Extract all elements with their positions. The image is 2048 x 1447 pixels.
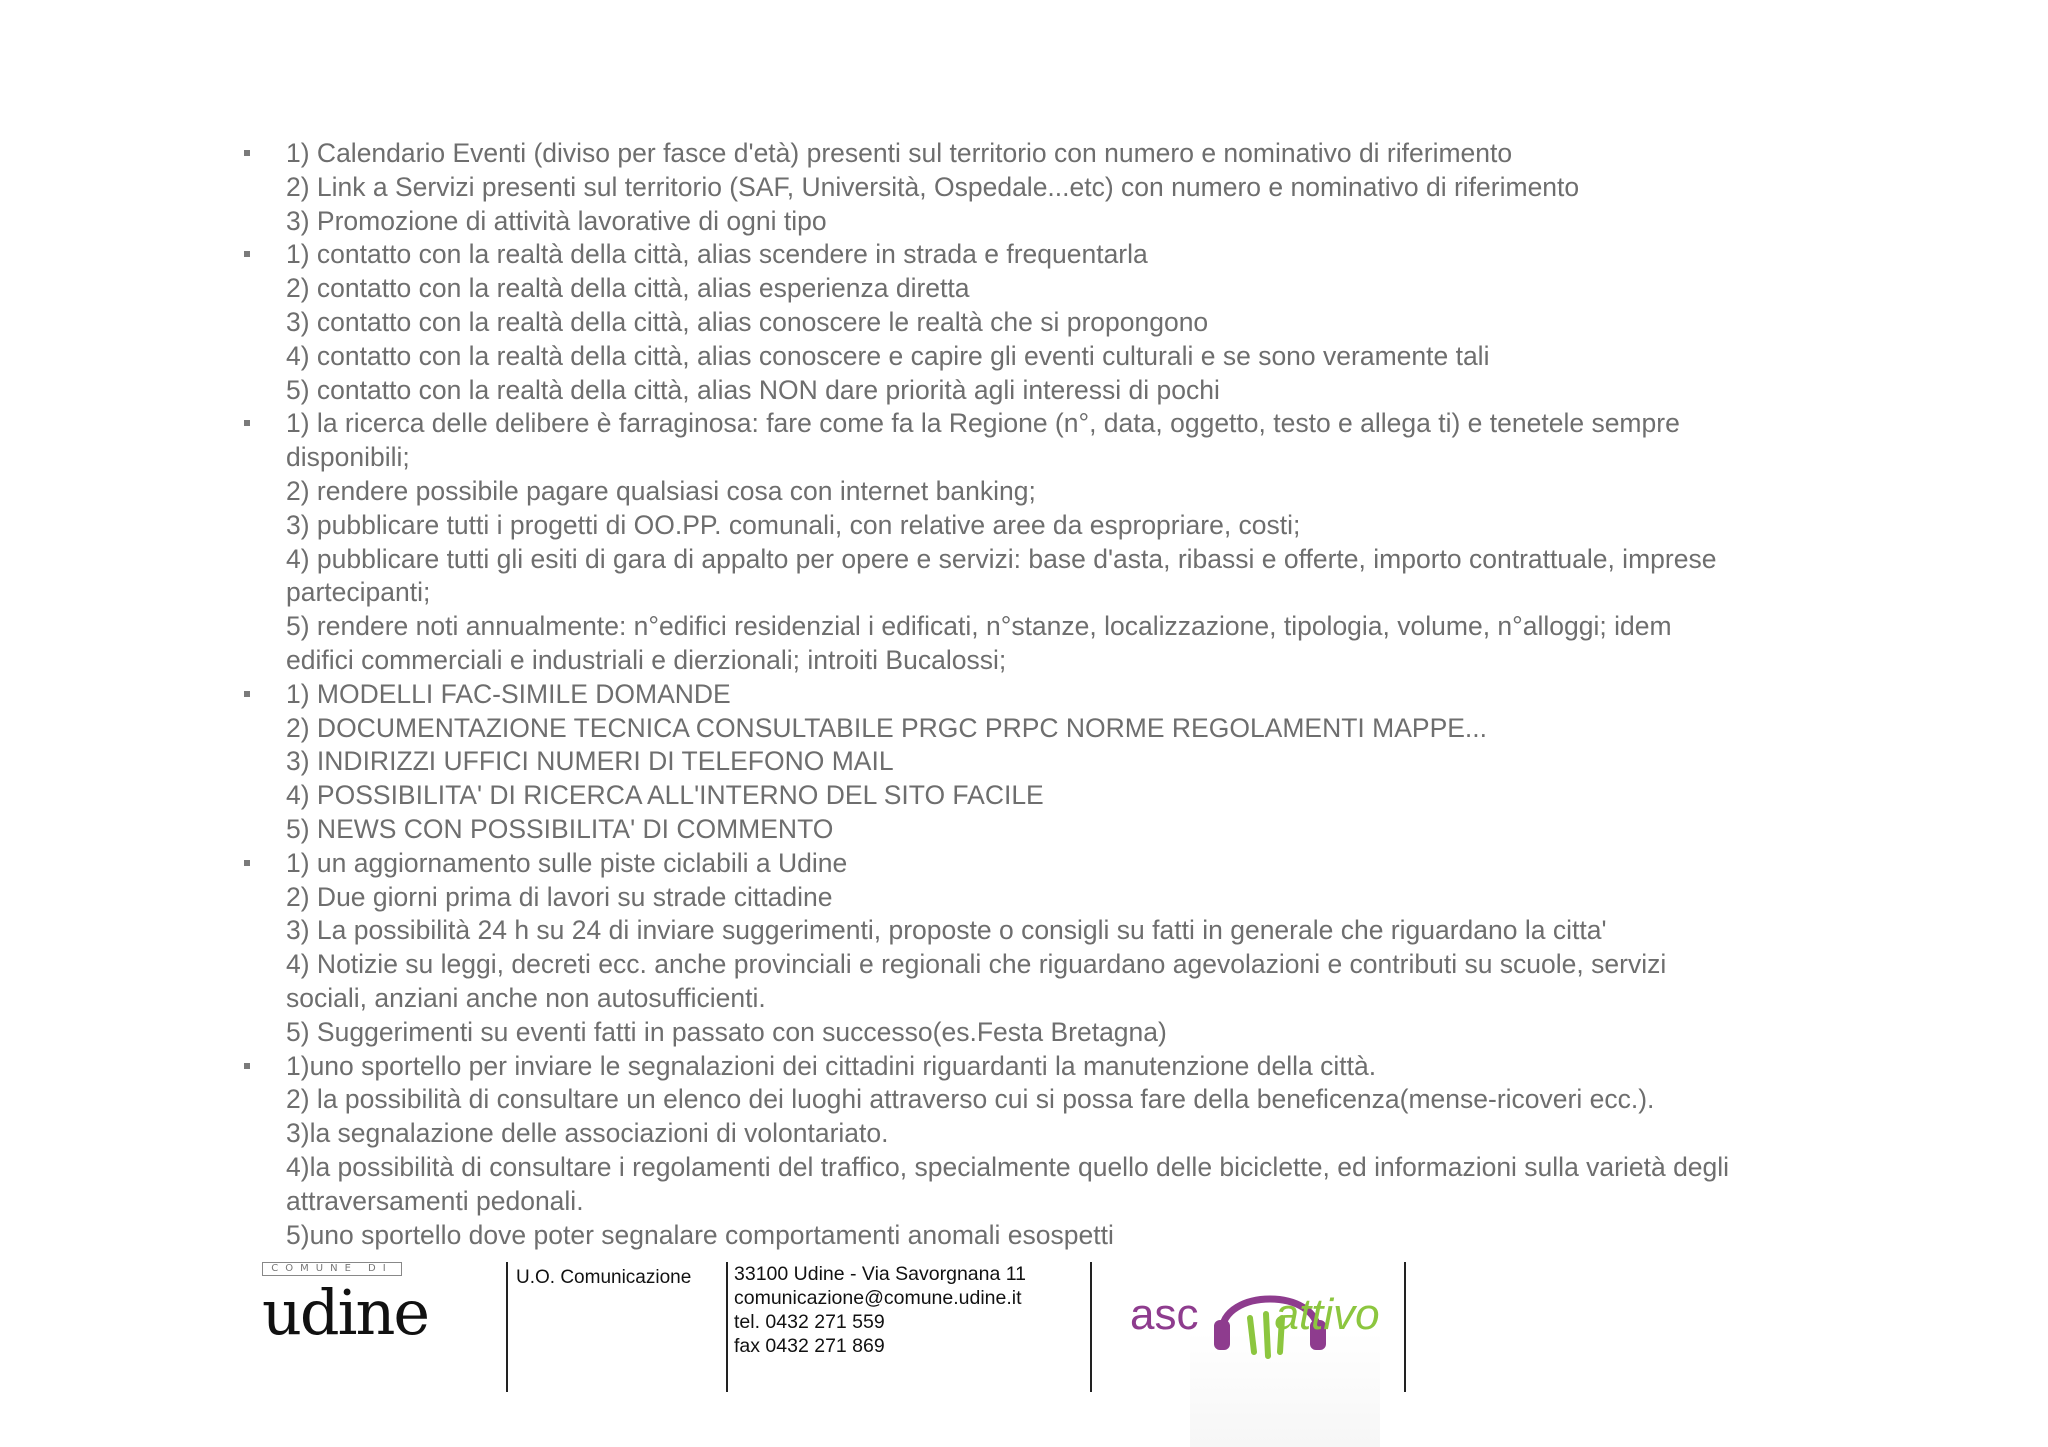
phone-line: tel. 0432 271 559: [734, 1311, 885, 1333]
text-line: 1)uno sportello per inviare le segnalazioni dei cittadini riguardanti la manutenzione della città.: [286, 1050, 1377, 1081]
text-line: 5) Suggerimenti su eventi fatti in passato con successo(es.Festa Bretagna): [286, 1016, 1167, 1047]
divider: [506, 1262, 508, 1392]
contact-block: [734, 1262, 1026, 1358]
text-line: 4)la possibilità di consultare i regolamenti del traffico, specialmente quello delle biciclette, ed informazioni sulla varietà degli: [286, 1151, 1730, 1182]
list-item: [232, 238, 1932, 407]
text-line: 1) un aggiornamento sulle piste ciclabili a Udine: [286, 847, 848, 878]
text-line: 2) contatto con la realtà della città, alias esperienza diretta: [286, 273, 970, 304]
text-line: 5)uno sportello dove poter segnalare comportamenti anomali esospetti: [286, 1219, 1114, 1250]
list-item: [232, 847, 1932, 1050]
divider: [726, 1262, 728, 1392]
text-line: 3)la segnalazione delle associazioni di volontariato.: [286, 1118, 889, 1149]
office-name: U.O. Comunicazione: [516, 1267, 692, 1288]
logo-tag: COMUNE DI: [262, 1262, 402, 1276]
text-line: 1) contatto con la realtà della città, alias scendere in strada e frequentarla: [286, 239, 1148, 270]
comune-udine-logo: [262, 1262, 429, 1349]
text-line: 3) Promozione di attività lavorative di ogni tipo: [286, 205, 827, 236]
square-bullet-icon: [244, 691, 250, 697]
divider: [1404, 1262, 1406, 1392]
text-line: partecipanti;: [286, 577, 431, 608]
text-line: 1) MODELLI FAC-SIMILE DOMANDE: [286, 678, 731, 709]
page-footer: [0, 1262, 2048, 1447]
text-line: attraversamenti pedonali.: [286, 1185, 584, 1216]
text-line: 1) la ricerca delle delibere è farraginosa: fare come fa la Regione (n°, data, oggetto, testo e allega ti) e tenetele sempre: [286, 408, 1680, 439]
text-line: 2) rendere possibile pagare qualsiasi cosa con internet banking;: [286, 475, 1036, 506]
text-line: 5) NEWS CON POSSIBILITA' DI COMMENTO: [286, 813, 834, 844]
address-line: 33100 Udine - Via Savorgnana 11: [734, 1263, 1026, 1285]
text-line: sociali, anziani anche non autosufficienti.: [286, 982, 766, 1013]
text-line: 3) pubblicare tutti i progetti di OO.PP. comunali, con relative aree da espropriare, costi;: [286, 509, 1301, 540]
text-line: 3) La possibilità 24 h su 24 di inviare suggerimenti, proposte o consigli su fatti in generale che riguardano la citta': [286, 915, 1607, 946]
text-line: 2) Due giorni prima di lavori su strade cittadine: [286, 881, 833, 912]
text-line: 4) POSSIBILITA' DI RICERCA ALL'INTERNO DEL SITO FACILE: [286, 780, 1044, 811]
email-line: comunicazione@comune.udine.it: [734, 1287, 1022, 1309]
text-line: 4) pubblicare tutti gli esiti di gara di appalto per opere e servizi: base d'asta, ribassi e offerte, importo contrattuale, imprese: [286, 543, 1717, 574]
square-bullet-icon: [244, 860, 250, 866]
list-item: [232, 678, 1932, 847]
text-line: 5) contatto con la realtà della città, alias NON dare priorità agli interessi di pochi: [286, 374, 1220, 405]
text-line: 5) rendere noti annualmente: n°edifici residenzial i edificati, n°stanze, localizzazione, tipologia, volume, n°alloggi; idem: [286, 611, 1672, 642]
text-line: 2) DOCUMENTAZIONE TECNICA CONSULTABILE PRGC PRPC NORME REGOLAMENTI MAPPE...: [286, 712, 1488, 743]
list-item: [232, 1050, 1932, 1253]
square-bullet-icon: [244, 251, 250, 257]
list-item: [232, 407, 1932, 677]
text-line: 2) la possibilità di consultare un elenco dei luoghi attraverso cui si possa fare della beneficenza(mense-ricoveri ecc.).: [286, 1084, 1655, 1115]
text-line: 4) contatto con la realtà della città, alias conoscere e capire gli eventi culturali e se sono veramente tali: [286, 340, 1490, 371]
text-line: disponibili;: [286, 442, 410, 473]
text-line: 2) Link a Servizi presenti sul territorio (SAF, Università, Ospedale...etc) con numero e nominativo di riferimento: [286, 171, 1580, 202]
brand-left-text: asc: [1130, 1290, 1199, 1339]
square-bullet-icon: [244, 150, 250, 156]
text-line: 4) Notizie su leggi, decreti ecc. anche provinciali e regionali che riguardano agevolazioni e contributi su scuole, servizi: [286, 949, 1667, 980]
logo-word: udine: [262, 1276, 429, 1349]
list-item: [232, 137, 1932, 238]
suggestions-list: [232, 137, 1932, 1252]
square-bullet-icon: [244, 1063, 250, 1069]
brand-right-text: attivo: [1274, 1290, 1380, 1339]
text-line: edifici commerciali e industriali e dierzionali; introiti Bucalossi;: [286, 644, 1007, 675]
fax-line: fax 0432 271 869: [734, 1335, 885, 1357]
text-line: 3) contatto con la realtà della città, alias conoscere le realtà che si propongono: [286, 306, 1209, 337]
divider: [1090, 1262, 1092, 1392]
square-bullet-icon: [244, 420, 250, 426]
text-line: 3) INDIRIZZI UFFICI NUMERI DI TELEFONO MAIL: [286, 746, 894, 777]
ascoltiamo-attivo-logo: [1130, 1270, 1400, 1360]
text-line: 1) Calendario Eventi (diviso per fasce d'età) presenti sul territorio con numero e nominativo di riferimento: [286, 138, 1513, 168]
brand-wordmark: [1130, 1290, 1380, 1340]
